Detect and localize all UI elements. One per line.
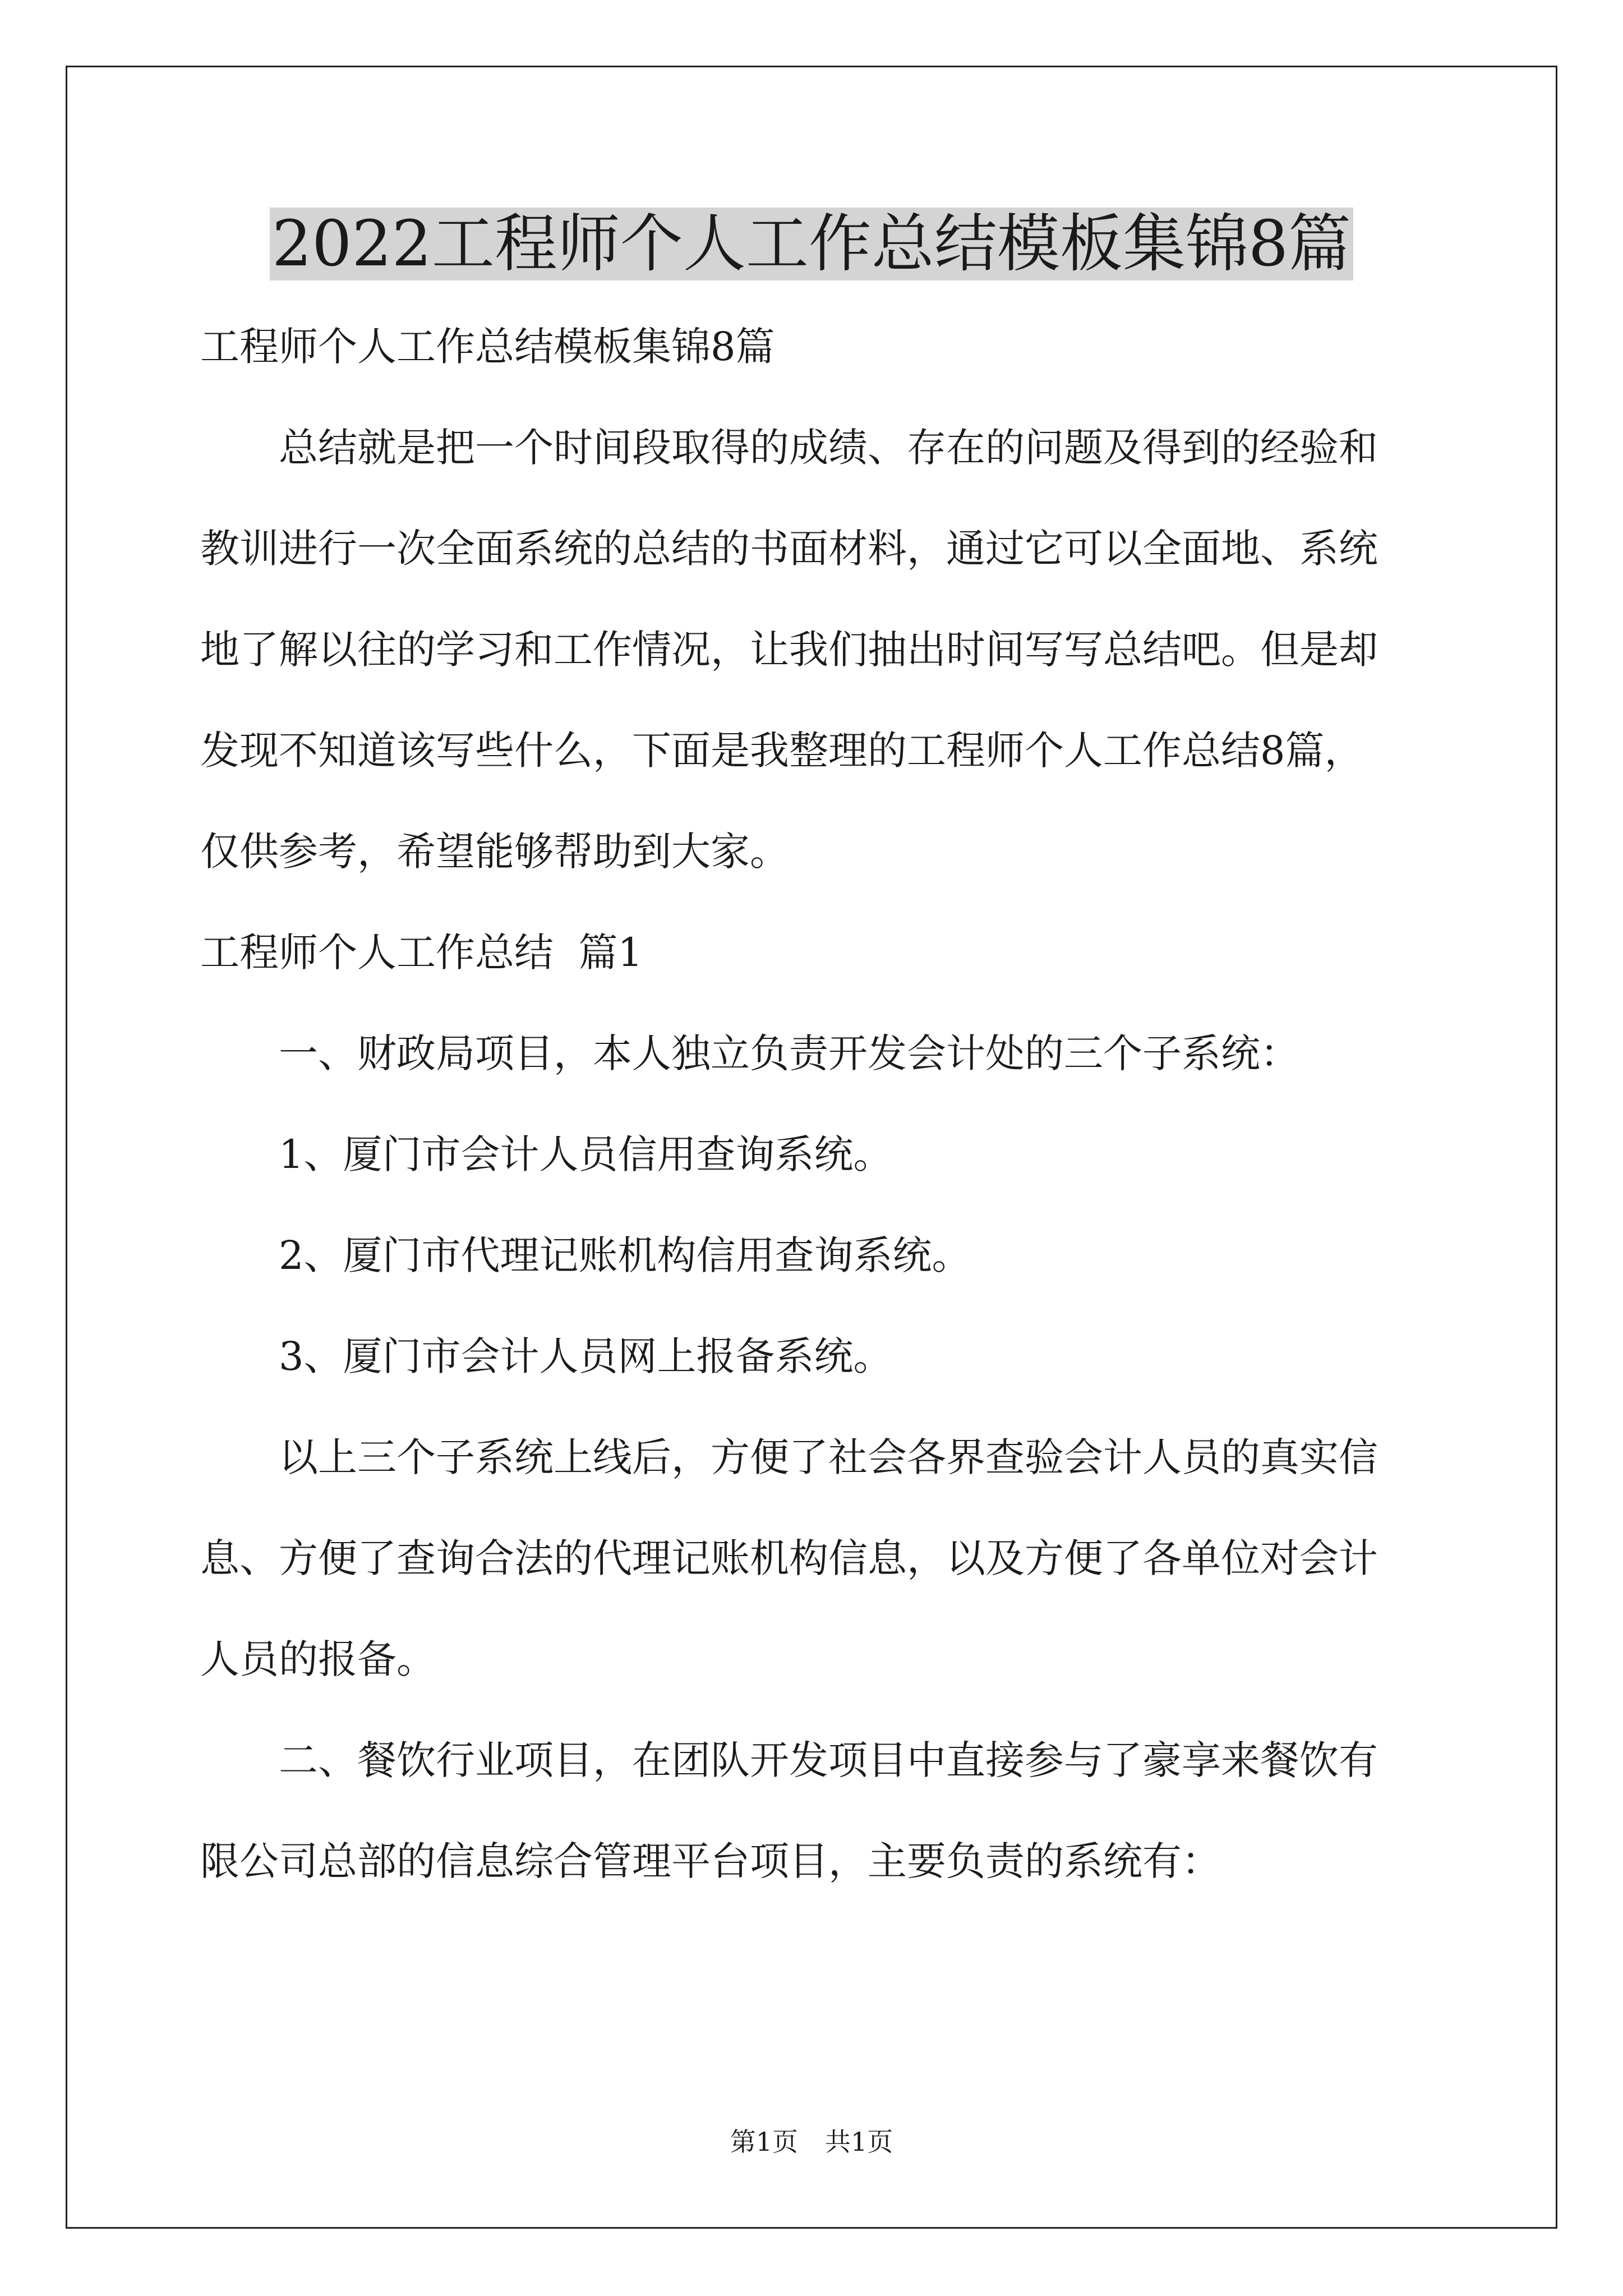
item-1-heading: 一、财政局项目，本人独立负责开发会计处的三个子系统： [279, 1030, 1299, 1076]
intro-line-3: 地了解以往的学习和工作情况，让我们抽出时间写写总结吧。但是却 [200, 627, 1378, 673]
item-1-list-entry-2: 2、厦门市代理记账机构信用查询系统。 [279, 1232, 971, 1278]
intro-line-4: 发现不知道该写些什么，下面是我整理的工程师个人工作总结8篇， [200, 728, 1364, 774]
page-total: 共1页 [825, 2127, 893, 2157]
document-title [0, 199, 1623, 289]
item-1-list-entry-1: 1、厦门市会计人员信用查询系统。 [279, 1131, 893, 1177]
item-2-line-2: 限公司总部的信息综合管理平台项目，主要负责的系统有： [200, 1838, 1221, 1884]
item-1-list-entry-3: 3、厦门市会计人员网上报备系统。 [279, 1333, 893, 1379]
document-subtitle: 工程师个人工作总结模板集锦8篇 [200, 324, 775, 370]
item-2-line-1: 二、餐饮行业项目，在团队开发项目中直接参与了豪享来餐饮有 [279, 1737, 1378, 1783]
intro-line-2: 教训进行一次全面系统的总结的书面材料，通过它可以全面地、系统 [200, 526, 1378, 572]
page-number: 第1页 [730, 2127, 798, 2157]
document-title-text: 2022工程师个人工作总结模板集锦8篇 [270, 208, 1353, 280]
item-1-summary-line-2: 息、方便了查询合法的代理记账机构信息，以及方便了各单位对会计 [200, 1535, 1378, 1581]
item-1-summary-line-1: 以上三个子系统上线后，方便了社会各界查验会计人员的真实信 [279, 1434, 1378, 1480]
item-1-summary-line-3: 人员的报备。 [200, 1636, 436, 1682]
intro-line-5: 仅供参考，希望能够帮助到大家。 [200, 829, 789, 875]
intro-line-1: 总结就是把一个时间段取得的成绩、存在的问题及得到的经验和 [279, 425, 1378, 471]
page-footer [0, 2125, 1623, 2159]
section-heading: 工程师个人工作总结 篇1 [200, 930, 643, 976]
